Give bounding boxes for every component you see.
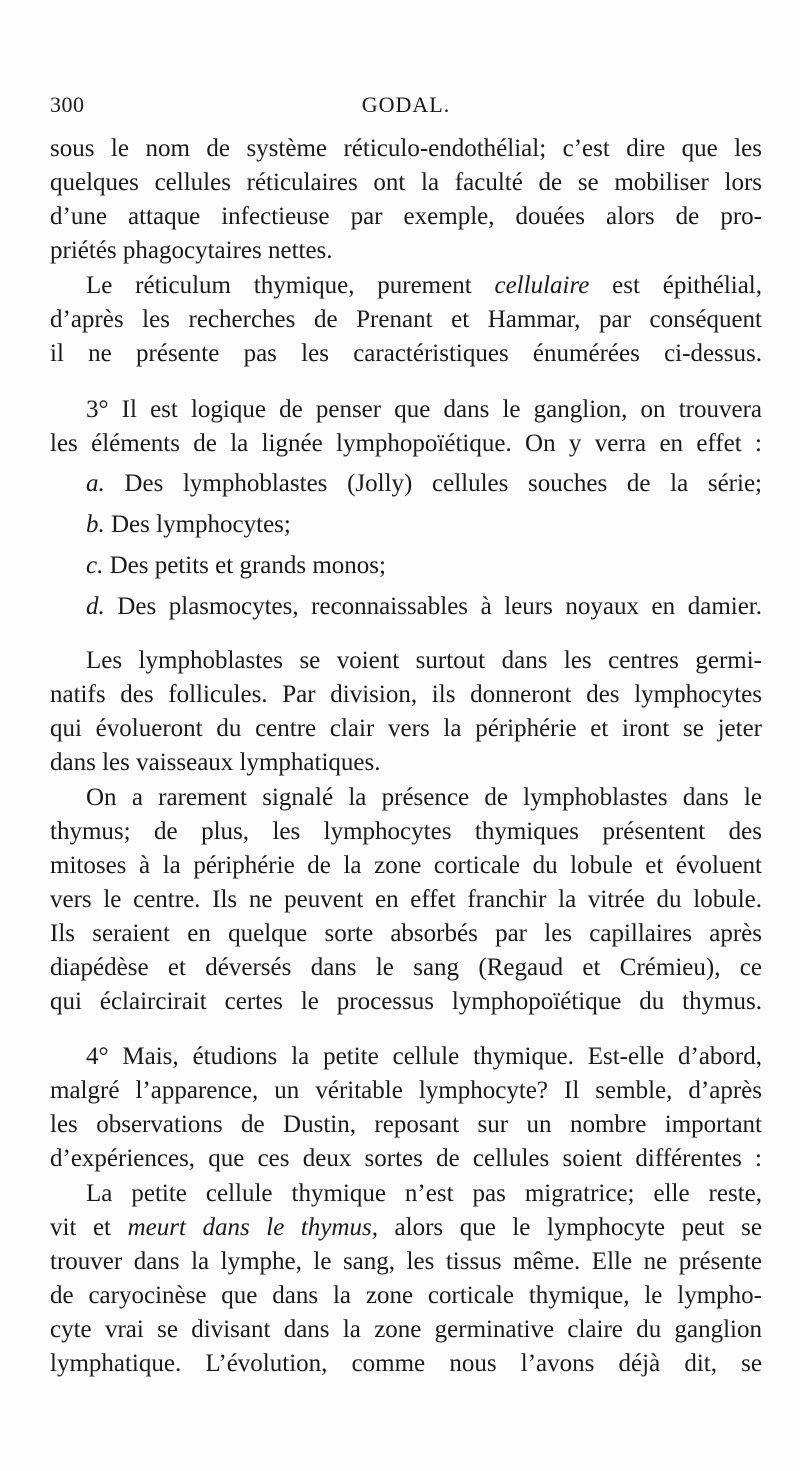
text-line: vers le centre. Ils ne peuvent en effet franchir la vitrée du lobule. bbox=[50, 886, 762, 913]
text-line: malgré l’apparence, un véritable lymphocyte? Il semble, d’après bbox=[50, 1077, 762, 1104]
text-line: lymphatique. L’évolution, comme nous l’avons déjà dit, se bbox=[50, 1350, 762, 1377]
text-line: thymus; de plus, les lymphocytes thymiques présentent des bbox=[50, 818, 762, 845]
text-line: On a rarement signalé la présence de lymphoblastes dans le bbox=[86, 784, 762, 811]
running-head: GODAL. bbox=[361, 92, 451, 117]
text-line: dans les vaisseaux lymphatiques. bbox=[50, 749, 381, 776]
text-line: La petite cellule thymique n’est pas migratrice; elle reste, bbox=[86, 1180, 762, 1207]
text-line: d’expériences, que ces deux sortes de cellules soient différentes : bbox=[50, 1145, 762, 1172]
page-number: 300 bbox=[50, 92, 85, 117]
text-line: sous le nom de système réticulo-endothélial; c’est dire que les bbox=[50, 135, 762, 162]
text-line: il ne présente pas les caractéristiques énumérées ci-dessus. bbox=[50, 340, 762, 367]
text-line: natifs des follicules. Par division, ils donneront des lymphocytes bbox=[50, 681, 762, 708]
page-header bbox=[50, 92, 762, 122]
text-line: qui éclaircirait certes le processus lymphopoïétique du thymus. bbox=[50, 988, 762, 1015]
text-line: 4° Mais, étudions la petite cellule thymique. Est-elle d’abord, bbox=[86, 1043, 762, 1070]
text-line: quelques cellules réticulaires ont la faculté de se mobiliser lors bbox=[50, 169, 762, 196]
text-line: c. Des petits et grands monos; bbox=[86, 552, 386, 579]
text-line: vit et meurt dans le thymus, alors que le lymphocyte peut se bbox=[50, 1214, 763, 1241]
text-line: trouver dans la lymphe, le sang, les tissus même. Elle ne présente bbox=[50, 1248, 762, 1275]
text-line: les éléments de la lignée lymphopoïétique. On y verra en effet : bbox=[50, 430, 762, 457]
text-line: qui évolueront du centre clair vers la périphérie et iront se jeter bbox=[50, 715, 762, 742]
text-line: mitoses à la périphérie de la zone corticale du lobule et évoluent bbox=[50, 852, 762, 879]
text-line: diapédèse et déversés dans le sang (Regaud et Crémieu), ce bbox=[50, 954, 762, 981]
text-line: Ils seraient en quelque sorte absorbés par les capillaires après bbox=[50, 920, 762, 947]
text-line: Les lymphoblastes se voient surtout dans les centres germi- bbox=[86, 647, 762, 674]
text-line: cyte vrai se divisant dans la zone germinative claire du ganglion bbox=[50, 1316, 762, 1343]
text-line: d’après les recherches de Prenant et Hammar, par conséquent bbox=[50, 306, 762, 333]
text-line: 3° Il est logique de penser que dans le ganglion, on trouvera bbox=[86, 396, 762, 423]
text-line: Le réticulum thymique, purement cellulaire est épithélial, bbox=[86, 272, 763, 299]
text-line: d’une attaque infectieuse par exemple, douées alors de pro- bbox=[50, 203, 762, 230]
text-line: de caryocinèse que dans la zone corticale thymique, le lympho- bbox=[50, 1282, 762, 1309]
text-line: d. Des plasmocytes, reconnaissables à leurs noyaux en damier. bbox=[86, 593, 762, 620]
text-line: les observations de Dustin, reposant sur un nombre important bbox=[50, 1111, 762, 1138]
text-line: priétés phagocytaires nettes. bbox=[50, 237, 333, 264]
text-line: b. Des lymphocytes; bbox=[86, 511, 291, 538]
text-line: a. Des lymphoblastes (Jolly) cellules souches de la série; bbox=[86, 470, 762, 497]
